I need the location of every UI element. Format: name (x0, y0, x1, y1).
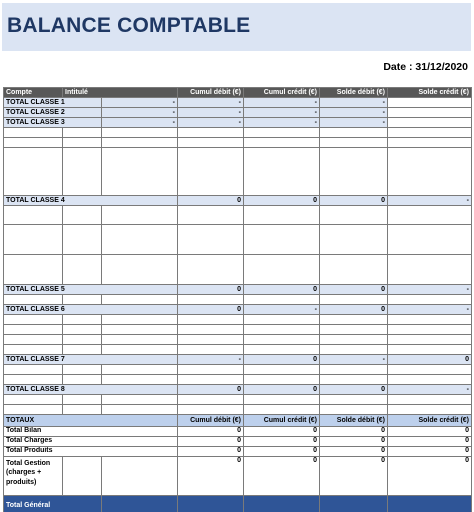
empty-row (4, 138, 472, 148)
totals-solde-debit-header[interactable]: Solde débit (€) (320, 415, 388, 427)
class-row-6 (4, 305, 472, 315)
cumul-credit-cell[interactable]: - (178, 98, 244, 108)
empty-row (4, 375, 472, 385)
cumul-credit-cell[interactable]: - (178, 118, 244, 128)
empty-row (4, 148, 472, 196)
cumul-debit-cell[interactable]: - (102, 118, 178, 128)
total-label[interactable]: Total Charges (4, 437, 178, 447)
solde-credit-cell[interactable]: - (388, 285, 472, 295)
solde-credit-cell[interactable]: - (320, 118, 388, 128)
total-general-row (4, 496, 472, 512)
empty-cell[interactable] (320, 496, 388, 512)
solde-debit-cell[interactable]: 0 (320, 457, 388, 496)
class-row-8 (4, 385, 472, 395)
class-label[interactable]: TOTAL CLASSE 8 (4, 385, 178, 395)
cumul-credit-cell[interactable]: 0 (244, 427, 320, 437)
cumul-debit-cell[interactable]: 0 (178, 437, 244, 447)
empty-cell[interactable] (388, 118, 472, 128)
solde-credit-cell[interactable]: - (388, 305, 472, 315)
solde-credit-cell[interactable]: - (388, 385, 472, 395)
total-general-label[interactable]: Total Général (4, 496, 102, 512)
empty-row (4, 206, 472, 225)
empty-row (4, 295, 472, 305)
solde-debit-cell[interactable]: 0 (320, 196, 388, 206)
cumul-credit-cell[interactable]: 0 (244, 457, 320, 496)
empty-row (4, 405, 472, 415)
cumul-debit-cell[interactable]: - (178, 355, 244, 365)
empty-row (4, 395, 472, 405)
class-label[interactable]: TOTAL CLASSE 1 (4, 98, 102, 108)
header-cumul-debit[interactable]: Cumul débit (€) (178, 88, 244, 98)
cumul-debit-cell[interactable]: 0 (178, 447, 244, 457)
class-row-4 (4, 196, 472, 206)
empty-cell[interactable] (388, 496, 472, 512)
cumul-credit-cell[interactable]: 0 (244, 385, 320, 395)
empty-cell[interactable] (102, 496, 178, 512)
empty-row (4, 225, 472, 255)
title-banner (2, 3, 471, 51)
solde-debit-cell[interactable]: 0 (320, 285, 388, 295)
solde-credit-cell[interactable]: - (388, 196, 472, 206)
cumul-debit-cell[interactable]: 0 (178, 196, 244, 206)
solde-debit-cell[interactable]: 0 (320, 305, 388, 315)
header-intitule[interactable]: Intitulé (63, 88, 178, 98)
cumul-debit-cell[interactable]: 0 (178, 427, 244, 437)
cumul-debit-cell[interactable]: - (102, 108, 178, 118)
empty-cell[interactable] (244, 496, 320, 512)
solde-debit-cell[interactable]: - (244, 118, 320, 128)
cumul-debit-cell[interactable]: 0 (178, 305, 244, 315)
class-label[interactable]: TOTAL CLASSE 6 (4, 305, 178, 315)
total-produits-row (4, 447, 472, 457)
class-label[interactable]: TOTAL CLASSE 3 (4, 118, 102, 128)
page-title: BALANCE COMPTABLE (7, 14, 251, 37)
date-label: Date : 31/12/2020 (383, 61, 468, 73)
header-compte[interactable]: Compte (4, 88, 63, 98)
class-label[interactable]: TOTAL CLASSE 2 (4, 108, 102, 118)
total-bilan-row (4, 427, 472, 437)
solde-credit-cell[interactable]: - (320, 98, 388, 108)
class-row-7 (4, 355, 472, 365)
cumul-debit-cell[interactable]: - (102, 98, 178, 108)
cumul-credit-cell[interactable]: 0 (244, 437, 320, 447)
empty-cell[interactable] (63, 457, 102, 496)
class-row-5 (4, 285, 472, 295)
empty-cell[interactable] (388, 98, 472, 108)
class-row-2 (4, 108, 472, 118)
cumul-debit-cell[interactable]: 0 (178, 457, 244, 496)
class-label[interactable]: TOTAL CLASSE 7 (4, 355, 178, 365)
table-header-row (4, 88, 472, 98)
solde-credit-cell[interactable]: 0 (388, 437, 472, 447)
totals-cumul-credit-header[interactable]: Cumul crédit (€) (244, 415, 320, 427)
cumul-credit-cell[interactable]: 0 (244, 447, 320, 457)
class-row-1 (4, 98, 472, 108)
totals-header-row (4, 415, 472, 427)
empty-row (4, 128, 472, 138)
solde-credit-cell[interactable]: 0 (388, 457, 472, 496)
empty-row (4, 365, 472, 375)
solde-debit-cell[interactable]: - (244, 98, 320, 108)
solde-debit-cell[interactable]: - (320, 355, 388, 365)
cumul-debit-cell[interactable]: 0 (178, 385, 244, 395)
empty-row (4, 345, 472, 355)
cumul-credit-cell[interactable]: 0 (244, 355, 320, 365)
total-label[interactable]: Total Bilan (4, 427, 178, 437)
total-gestion-row (4, 457, 472, 496)
class-label[interactable]: TOTAL CLASSE 5 (4, 285, 178, 295)
empty-row (4, 335, 472, 345)
empty-cell[interactable] (102, 457, 178, 496)
cumul-credit-cell[interactable]: - (244, 305, 320, 315)
empty-cell[interactable] (388, 108, 472, 118)
solde-credit-cell[interactable]: 0 (388, 427, 472, 437)
empty-cell[interactable] (178, 496, 244, 512)
cumul-credit-cell[interactable]: - (178, 108, 244, 118)
header-cumul-credit[interactable]: Cumul crédit (€) (244, 88, 320, 98)
total-gestion-text: Total Gestion (charges + produits) (6, 460, 51, 486)
solde-debit-cell[interactable]: 0 (320, 427, 388, 437)
solde-debit-cell[interactable]: 0 (320, 437, 388, 447)
balance-table (3, 87, 472, 512)
cumul-credit-cell[interactable]: 0 (244, 285, 320, 295)
total-charges-row (4, 437, 472, 447)
total-label[interactable]: Total Produits (4, 447, 178, 457)
total-label[interactable] (4, 457, 63, 496)
class-label[interactable]: TOTAL CLASSE 4 (4, 196, 178, 206)
solde-debit-cell[interactable]: 0 (320, 385, 388, 395)
solde-credit-cell[interactable]: 0 (388, 355, 472, 365)
solde-debit-cell[interactable]: - (244, 108, 320, 118)
header-solde-debit[interactable]: Solde débit (€) (320, 88, 388, 98)
solde-credit-cell[interactable]: 0 (388, 447, 472, 457)
cumul-debit-cell[interactable]: 0 (178, 285, 244, 295)
totals-label[interactable]: TOTAUX (4, 415, 178, 427)
solde-credit-cell[interactable]: - (320, 108, 388, 118)
class-row-3 (4, 118, 472, 128)
solde-debit-cell[interactable]: 0 (320, 447, 388, 457)
empty-row (4, 325, 472, 335)
empty-row (4, 315, 472, 325)
header-solde-credit[interactable]: Solde crédit (€) (388, 88, 472, 98)
cumul-credit-cell[interactable]: 0 (244, 196, 320, 206)
totals-solde-credit-header[interactable]: Solde crédit (€) (388, 415, 472, 427)
totals-cumul-debit-header[interactable]: Cumul débit (€) (178, 415, 244, 427)
empty-row (4, 255, 472, 285)
